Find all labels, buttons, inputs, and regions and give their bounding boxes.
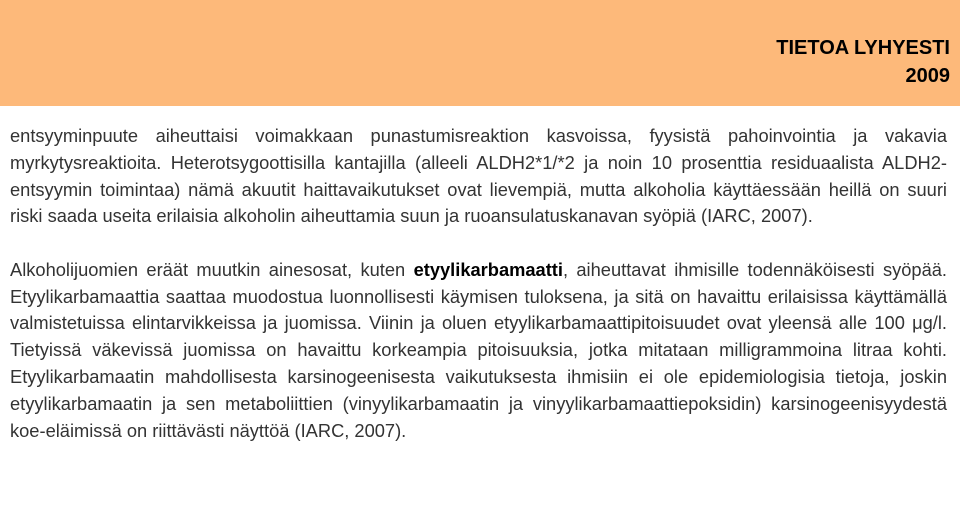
paragraph-aldh2: entsyyminpuute aiheuttaisi voimakkaan punastumisreaktion kasvoissa, fyysistä pahoinvointia ja vakavia myrkytysreaktioita. Heterotsygoottisilla kantajilla (alleeli ALDH2*1/*2 ja noin 10 prosenttia residuaalista ALDH2-entsyymin toimintaa) nämä akuutit haittavaikutukset ovat lievempiä, mutta alkoholia käyttäessään heillä on suuri riski saada useita erilaisia alkoholin aiheuttamia suun ja ruoansulatuskanavan syöpiä (IARC, 2007). <box>10 125 947 227</box>
header-title <box>776 34 950 90</box>
header-title-line2: 2009 <box>905 65 950 87</box>
header-band <box>0 0 960 106</box>
document-body <box>10 123 947 444</box>
term-ethyl-carbamate: etyylikarbamaatti <box>413 258 563 280</box>
paragraph-ethyl-carbamate-intro: Alkoholijuomien eräät muutkin ainesosat, kuten <box>10 258 414 280</box>
paragraph-ethyl-carbamate-body: , aiheuttavat ihmisille todennäköisesti syöpää. Etyylikarbamaattia saattaa muodostua luonnollisesti käymisen tuloksena, ja sitä on havaittu erilaisissa käyttämällä valmistetuissa elintarvikkeissa ja juomissa. Viinin ja oluen etyylikarbamaattipitoisuudet ovat yleensä alle 100 μg/l. Tietyissä väkevissä juomissa on havaittu korkeampia pitoisuuksia, jotka mitataan milligrammoina litraa kohti. Etyylikarbamaatin mahdollisesta karsinogeenisesta vaikutuksesta ihmisiin ei ole epidemiologisia tietoja, joskin etyylikarbamaatin ja sen metaboliittien (vinyylikarbamaatin ja vinyylikarbamaattiepoksidin) karsinogeenisyydestä koe-eläimissä on riittävästi näyttöä (IARC, 2007). <box>10 258 947 441</box>
paragraph-ethyl-carbamate <box>10 257 947 445</box>
header-title-line1: TIETOA LYHYESTI <box>776 37 950 59</box>
